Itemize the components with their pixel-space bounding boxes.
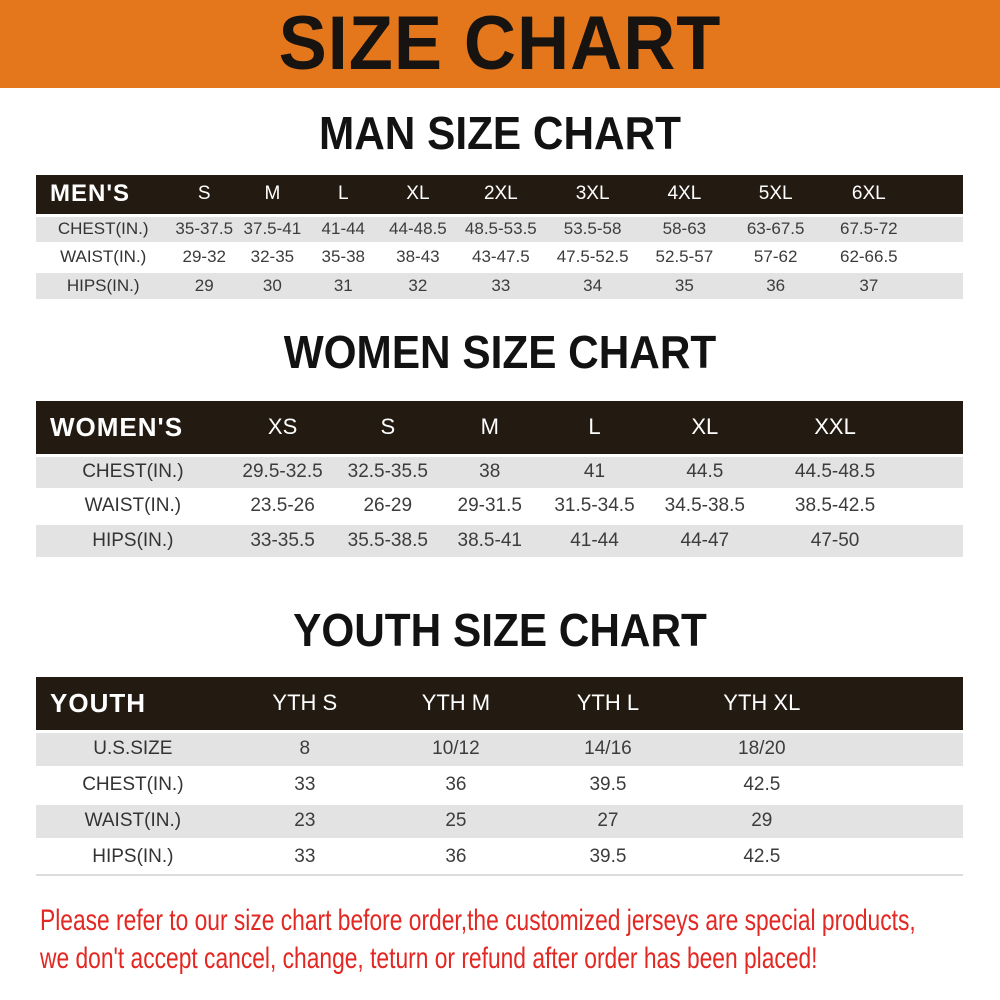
row-label-cell: CHEST(IN.) [36,767,230,803]
value-cell: 32.5-35.5 [335,455,440,489]
size-header-cell: 5XL [729,175,822,215]
value-cell: 53.5-58 [546,215,640,243]
table-title-cell: MEN'S [36,175,170,215]
table-row [36,523,963,557]
banner [0,0,1000,88]
value-cell: 31 [307,271,380,299]
spacer-cell [840,767,963,803]
spacer-cell [840,803,963,839]
value-cell: 25 [380,803,532,839]
value-cell: 23.5-26 [230,489,336,523]
women-size-chart-section [0,326,1000,557]
size-header-cell: 2XL [456,175,546,215]
value-cell: 35-38 [307,243,380,271]
size-header-cell: YTH L [532,677,684,731]
value-cell: 42.5 [684,767,840,803]
table-row [36,243,963,271]
page-title: SIZE CHART [278,1,722,86]
order-notice-line-2: we don't accept cancel, change, teturn or refund after order has been placed! [40,942,818,975]
value-cell: 37 [822,271,916,299]
value-cell: 57-62 [729,243,822,271]
row-label-cell: U.S.SIZE [36,731,230,767]
size-header-cell: XL [650,401,760,455]
table-row [36,455,963,489]
value-cell: 29 [170,271,238,299]
value-cell: 44.5-48.5 [760,455,910,489]
table-title-cell: YOUTH [36,677,230,731]
value-cell: 62-66.5 [822,243,916,271]
man-chart-heading: MAN SIZE CHART [318,107,682,159]
row-label-cell: HIPS(IN.) [36,839,230,875]
youth-chart-heading: YOUTH SIZE CHART [293,604,707,656]
size-header-cell: 4XL [639,175,729,215]
value-cell: 35.5-38.5 [335,523,440,557]
value-cell: 32 [380,271,456,299]
size-header-cell: 3XL [546,175,640,215]
size-header-cell: YTH S [230,677,380,731]
spacer-cell [840,731,963,767]
value-cell: 33 [456,271,546,299]
value-cell: 18/20 [684,731,840,767]
table-header-row [36,401,963,455]
size-header-cell: YTH XL [684,677,840,731]
value-cell: 43-47.5 [456,243,546,271]
value-cell: 38 [440,455,539,489]
spacer-cell [910,401,963,455]
row-label-cell: CHEST(IN.) [36,455,230,489]
table-header-row [36,175,963,215]
value-cell: 33 [230,767,380,803]
value-cell: 27 [532,803,684,839]
value-cell: 29 [684,803,840,839]
row-label-cell: HIPS(IN.) [36,523,230,557]
value-cell: 35 [639,271,729,299]
size-header-cell: L [539,401,649,455]
spacer-cell [910,455,963,489]
order-notice-line-1: Please refer to our size chart before order,the customized jerseys are special products, [40,904,916,937]
row-label-cell: WAIST(IN.) [36,803,230,839]
size-header-cell: M [238,175,307,215]
value-cell: 8 [230,731,380,767]
size-header-cell: S [170,175,238,215]
value-cell: 39.5 [532,767,684,803]
size-header-cell: XS [230,401,336,455]
size-header-cell: S [335,401,440,455]
table-header-row [36,677,963,731]
value-cell: 38.5-42.5 [760,489,910,523]
value-cell: 52.5-57 [639,243,729,271]
order-notice [40,902,916,978]
value-cell: 38-43 [380,243,456,271]
value-cell: 37.5-41 [238,215,307,243]
value-cell: 32-35 [238,243,307,271]
value-cell: 63-67.5 [729,215,822,243]
men-size-table [36,175,963,299]
table-row [36,803,963,839]
value-cell: 23 [230,803,380,839]
spacer-cell [916,215,963,243]
value-cell: 33 [230,839,380,875]
size-header-cell: XL [380,175,456,215]
spacer-cell [910,489,963,523]
value-cell: 29.5-32.5 [230,455,336,489]
value-cell: 44.5 [650,455,760,489]
value-cell: 41-44 [539,523,649,557]
spacer-cell [910,523,963,557]
row-label-cell: WAIST(IN.) [36,489,230,523]
value-cell: 31.5-34.5 [539,489,649,523]
table-row [36,215,963,243]
spacer-cell [916,271,963,299]
value-cell: 38.5-41 [440,523,539,557]
value-cell: 10/12 [380,731,532,767]
spacer-cell [916,175,963,215]
value-cell: 34.5-38.5 [650,489,760,523]
man-size-chart-section [0,107,1000,299]
table-row [36,489,963,523]
value-cell: 47.5-52.5 [546,243,640,271]
value-cell: 47-50 [760,523,910,557]
value-cell: 30 [238,271,307,299]
value-cell: 48.5-53.5 [456,215,546,243]
size-header-cell: 6XL [822,175,916,215]
value-cell: 41 [539,455,649,489]
value-cell: 58-63 [639,215,729,243]
value-cell: 44-47 [650,523,760,557]
size-header-cell: YTH M [380,677,532,731]
value-cell: 36 [729,271,822,299]
value-cell: 36 [380,767,532,803]
table-row [36,839,963,875]
value-cell: 41-44 [307,215,380,243]
table-row [36,731,963,767]
women-chart-heading: WOMEN SIZE CHART [283,326,717,378]
youth-size-table [36,677,963,876]
value-cell: 29-31.5 [440,489,539,523]
value-cell: 44-48.5 [380,215,456,243]
size-header-cell: L [307,175,380,215]
size-header-cell: XXL [760,401,910,455]
value-cell: 34 [546,271,640,299]
spacer-cell [840,839,963,875]
table-row [36,271,963,299]
row-label-cell: CHEST(IN.) [36,215,170,243]
value-cell: 29-32 [170,243,238,271]
row-label-cell: WAIST(IN.) [36,243,170,271]
value-cell: 67.5-72 [822,215,916,243]
value-cell: 35-37.5 [170,215,238,243]
value-cell: 36 [380,839,532,875]
value-cell: 26-29 [335,489,440,523]
spacer-cell [840,677,963,731]
value-cell: 33-35.5 [230,523,336,557]
youth-size-chart-section [0,604,1000,876]
value-cell: 42.5 [684,839,840,875]
table-row [36,767,963,803]
value-cell: 39.5 [532,839,684,875]
spacer-cell [916,243,963,271]
table-title-cell: WOMEN'S [36,401,230,455]
value-cell: 14/16 [532,731,684,767]
row-label-cell: HIPS(IN.) [36,271,170,299]
women-size-table [36,401,963,557]
size-header-cell: M [440,401,539,455]
